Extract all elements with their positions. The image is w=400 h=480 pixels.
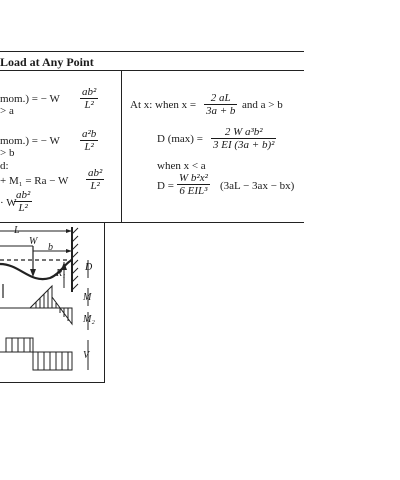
label-w: W (29, 236, 38, 247)
label-b: b (48, 242, 53, 253)
header-bottom-border (0, 70, 304, 71)
label-m2: M₂ (83, 314, 95, 325)
right-line4-lead: D = (157, 180, 174, 192)
section-title: Load at Any Point (0, 55, 94, 69)
column-divider (121, 70, 122, 222)
label-v: V (83, 350, 90, 361)
left-line1: mom.) = − W (0, 93, 60, 105)
left-frac4: $\frac{\text{ab²}}{\text{L²}}$ (88, 167, 103, 192)
right-frac1: $\frac{2 aL}{3a + b}$ (206, 92, 236, 117)
table-top-border (0, 51, 304, 52)
left-line3: d: (0, 160, 9, 172)
left-line4: + M₁ = Ra − W (0, 175, 69, 187)
moment-positive-area (30, 286, 52, 308)
right-frac2: $\frac{\text{2 W a³b²}}{\text{3 EI (3a + b)²}}$ (213, 126, 275, 151)
right-line1-cond: and a > b (242, 99, 283, 111)
left-line1-cond: > a (0, 105, 14, 117)
left-line2: mom.) = − W (0, 135, 60, 147)
shear-negative (33, 352, 72, 370)
left-line2-cond: > b (0, 147, 15, 159)
left-frac2: $\frac{\text{a²b}}{\text{L²}}$ (82, 128, 97, 153)
right-line4-tail: (3aL − 3ax − bx) (220, 180, 295, 192)
label-l: L (14, 225, 20, 236)
label-m: M (83, 292, 92, 303)
left-frac5: $\frac{\text{ab²}}{\text{L²}}$ (16, 189, 31, 214)
left-frac1: $\frac{\text{ab²}}{\text{L²}}$ (82, 86, 97, 111)
right-line1-lead: At x: when x = (130, 99, 197, 111)
shear-hatching (12, 338, 68, 370)
right-frac4: W b²x² 6 EIL³ (179, 172, 208, 197)
left-line5: · W (0, 197, 17, 209)
right-line3: when x < a (157, 160, 206, 172)
label-r1: R₁ (56, 268, 66, 279)
right-line2-lead: D (max) = (157, 133, 203, 145)
shear-positive (6, 338, 33, 352)
moment-negative-area (52, 297, 72, 324)
label-d: D (85, 262, 93, 273)
